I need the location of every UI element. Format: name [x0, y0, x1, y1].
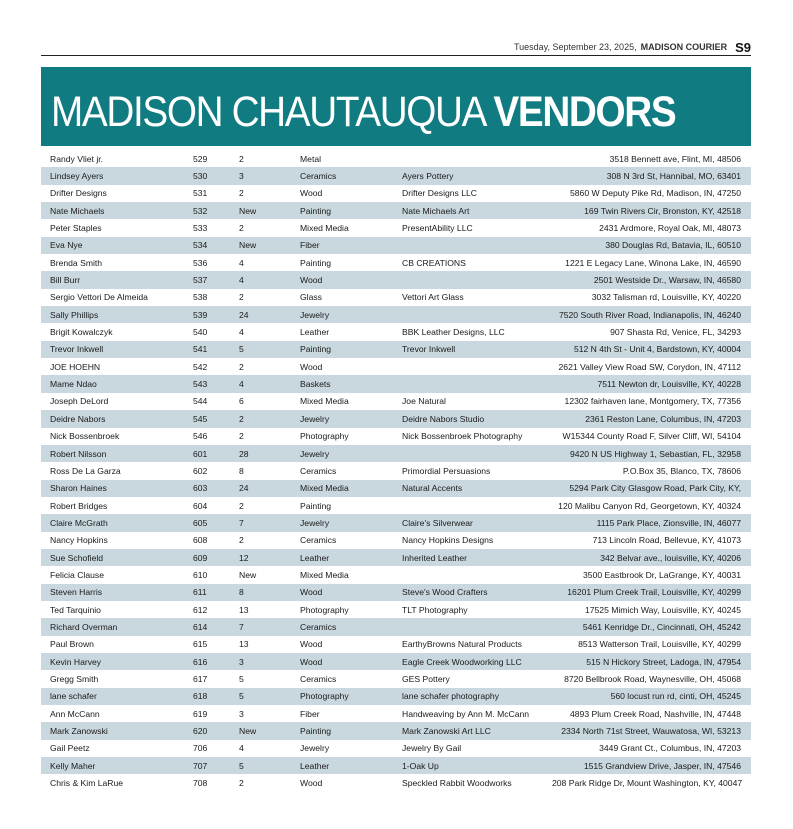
booth-number: 541: [193, 341, 239, 358]
booth-size: 24: [239, 480, 300, 497]
business-name: [402, 497, 552, 514]
vendor-name: Kevin Harvey: [41, 653, 193, 670]
booth-number: 531: [193, 185, 239, 202]
vendor-medium: Ceramics: [300, 670, 402, 687]
booth-size: 2: [239, 532, 300, 549]
booth-size: 13: [239, 636, 300, 653]
table-row: [41, 462, 751, 479]
booth-number: 538: [193, 289, 239, 306]
business-name: [402, 306, 552, 323]
vendor-address: 560 locust run rd, cinti, OH, 45245: [552, 688, 751, 705]
vendor-medium: Wood: [300, 185, 402, 202]
vendor-medium: Fiber: [300, 237, 402, 254]
page-header: [41, 39, 751, 56]
business-name: [402, 566, 552, 583]
vendor-medium: Mixed Media: [300, 566, 402, 583]
vendor-address: 1515 Grandview Drive, Jasper, IN, 47546: [552, 757, 751, 774]
booth-size: 2: [239, 410, 300, 427]
booth-size: 6: [239, 393, 300, 410]
booth-size: 4: [239, 375, 300, 392]
booth-size: 2: [239, 289, 300, 306]
booth-size: 28: [239, 445, 300, 462]
vendor-medium: Ceramics: [300, 167, 402, 184]
vendor-name: Steven Harris: [41, 584, 193, 601]
table-row: [41, 670, 751, 687]
booth-number: 536: [193, 254, 239, 271]
booth-size: New: [239, 202, 300, 219]
business-name: BBK Leather Designs, LLC: [402, 323, 552, 340]
table-row: [41, 393, 751, 410]
business-name: GES Pottery: [402, 670, 552, 687]
vendor-medium: Photography: [300, 688, 402, 705]
vendor-name: lane schafer: [41, 688, 193, 705]
booth-size: 8: [239, 584, 300, 601]
vendor-address: W15344 County Road F, Silver Cliff, WI, 54104: [552, 428, 751, 445]
business-name: [402, 618, 552, 635]
vendor-medium: Ceramics: [300, 532, 402, 549]
booth-number: 540: [193, 323, 239, 340]
booth-size: 13: [239, 601, 300, 618]
business-name: Deidre Nabors Studio: [402, 410, 552, 427]
business-name: Eagle Creek Woodworking LLC: [402, 653, 552, 670]
vendor-medium: Jewelry: [300, 445, 402, 462]
newspaper-name: MADISON COURIER: [640, 42, 728, 52]
table-row: [41, 254, 751, 271]
booth-number: 708: [193, 774, 239, 791]
booth-number: 543: [193, 375, 239, 392]
business-name: Natural Accents: [402, 480, 552, 497]
vendor-name: Sharon Haines: [41, 480, 193, 497]
vendor-address: 5860 W Deputy Pike Rd, Madison, IN, 47250: [552, 185, 751, 202]
business-name: [402, 237, 552, 254]
business-name: Primordial Persuasions: [402, 462, 552, 479]
table-row: [41, 584, 751, 601]
vendor-medium: Painting: [300, 254, 402, 271]
vendor-name: Robert Bridges: [41, 497, 193, 514]
booth-size: 5: [239, 341, 300, 358]
booth-number: 614: [193, 618, 239, 635]
business-name: Mark Zanowski Art LLC: [402, 722, 552, 739]
booth-size: 2: [239, 185, 300, 202]
business-name: Steve's Wood Crafters: [402, 584, 552, 601]
table-row: [41, 219, 751, 236]
vendor-name: Robert Nilsson: [41, 445, 193, 462]
vendor-address: 713 Lincoln Road, Bellevue, KY, 41073: [552, 532, 751, 549]
business-name: Inherited Leather: [402, 549, 552, 566]
booth-number: 546: [193, 428, 239, 445]
vendor-address: 5461 Kenridge Dr., Cincinnati, OH, 45242: [552, 618, 751, 635]
business-name: TLT Photography: [402, 601, 552, 618]
business-name: Nancy Hopkins Designs: [402, 532, 552, 549]
booth-size: 2: [239, 150, 300, 167]
booth-size: 2: [239, 358, 300, 375]
vendor-name: Gail Peetz: [41, 740, 193, 757]
booth-number: 603: [193, 480, 239, 497]
vendor-name: Sergio Vettori De Almeida: [41, 289, 193, 306]
vendor-medium: Wood: [300, 358, 402, 375]
vendor-medium: Painting: [300, 341, 402, 358]
vendor-address: 169 Twin Rivers Cir, Bronston, KY, 42518: [552, 202, 751, 219]
table-row: [41, 705, 751, 722]
table-row: [41, 185, 751, 202]
vendor-address: 907 Shasta Rd, Venice, FL, 34293: [552, 323, 751, 340]
vendor-table-body: [41, 150, 751, 792]
booth-size: 2: [239, 497, 300, 514]
vendor-address: 8513 Watterson Trail, Louisville, KY, 40299: [552, 636, 751, 653]
booth-number: 605: [193, 514, 239, 531]
vendor-medium: Wood: [300, 653, 402, 670]
booth-size: New: [239, 237, 300, 254]
vendor-address: 17525 Mimich Way, Louisville, KY, 40245: [552, 601, 751, 618]
table-row: [41, 497, 751, 514]
booth-number: 539: [193, 306, 239, 323]
table-row: [41, 358, 751, 375]
vendor-medium: Glass: [300, 289, 402, 306]
vendor-address: 308 N 3rd St, Hannibal, MO, 63401: [552, 167, 751, 184]
booth-size: New: [239, 722, 300, 739]
business-name: Drifter Designs LLC: [402, 185, 552, 202]
page-title: [51, 88, 675, 137]
vendor-address: 515 N Hickory Street, Ladoga, IN, 47954: [552, 653, 751, 670]
vendor-name: Claire McGrath: [41, 514, 193, 531]
booth-number: 534: [193, 237, 239, 254]
vendor-address: 2334 North 71st Street, Wauwatosa, WI, 53213: [552, 722, 751, 739]
table-row: [41, 375, 751, 392]
vendor-name: Ross De La Garza: [41, 462, 193, 479]
business-name: [402, 271, 552, 288]
booth-number: 530: [193, 167, 239, 184]
booth-number: 608: [193, 532, 239, 549]
table-row: [41, 653, 751, 670]
vendor-name: Peter Staples: [41, 219, 193, 236]
booth-number: 617: [193, 670, 239, 687]
table-row: [41, 341, 751, 358]
booth-number: 602: [193, 462, 239, 479]
business-name: 1-Oak Up: [402, 757, 552, 774]
table-row: [41, 757, 751, 774]
booth-size: 3: [239, 705, 300, 722]
table-row: [41, 532, 751, 549]
vendor-name: Gregg Smith: [41, 670, 193, 687]
business-name: lane schafer photography: [402, 688, 552, 705]
business-name: Nick Bossenbroek Photography: [402, 428, 552, 445]
business-name: Speckled Rabbit Woodworks: [402, 774, 552, 791]
table-row: [41, 514, 751, 531]
vendor-medium: Leather: [300, 323, 402, 340]
business-name: PresentAbility LLC: [402, 219, 552, 236]
vendor-address: 380 Douglas Rd, Batavia, IL, 60510: [552, 237, 751, 254]
table-row: [41, 410, 751, 427]
table-row: [41, 202, 751, 219]
business-name: Handweaving by Ann M. McCann: [402, 705, 552, 722]
booth-number: 609: [193, 549, 239, 566]
title-bold: VENDORS: [493, 88, 676, 136]
vendor-medium: Leather: [300, 757, 402, 774]
booth-number: 619: [193, 705, 239, 722]
business-name: [402, 375, 552, 392]
vendor-name: Paul Brown: [41, 636, 193, 653]
vendor-medium: Painting: [300, 497, 402, 514]
business-name: Ayers Pottery: [402, 167, 552, 184]
vendor-name: Richard Overman: [41, 618, 193, 635]
booth-number: 707: [193, 757, 239, 774]
vendor-medium: Painting: [300, 202, 402, 219]
vendor-medium: Mixed Media: [300, 393, 402, 410]
vendor-medium: Mixed Media: [300, 480, 402, 497]
table-row: [41, 150, 751, 167]
booth-size: 3: [239, 653, 300, 670]
vendor-name: Kelly Maher: [41, 757, 193, 774]
vendor-medium: Wood: [300, 774, 402, 791]
page-number: S9: [735, 39, 751, 55]
vendor-name: Mame Ndao: [41, 375, 193, 392]
vendor-medium: Jewelry: [300, 514, 402, 531]
booth-number: 533: [193, 219, 239, 236]
table-row: [41, 445, 751, 462]
vendor-name: Sally Phillips: [41, 306, 193, 323]
vendor-name: Brenda Smith: [41, 254, 193, 271]
booth-size: 3: [239, 167, 300, 184]
table-row: [41, 289, 751, 306]
vendor-medium: Fiber: [300, 705, 402, 722]
vendor-name: Brigit Kowalczyk: [41, 323, 193, 340]
vendor-medium: Jewelry: [300, 740, 402, 757]
vendor-address: 7511 Newton dr, Louisville, KY, 40228: [552, 375, 751, 392]
booth-number: 620: [193, 722, 239, 739]
booth-number: 601: [193, 445, 239, 462]
vendor-name: Drifter Designs: [41, 185, 193, 202]
vendor-medium: Photography: [300, 428, 402, 445]
issue-date: Tuesday, September 23, 2025,: [514, 42, 637, 52]
vendor-medium: Baskets: [300, 375, 402, 392]
table-row: [41, 271, 751, 288]
booth-number: 610: [193, 566, 239, 583]
vendor-address: 16201 Plum Creek Trail, Louisville, KY, 40299: [552, 584, 751, 601]
table-row: [41, 428, 751, 445]
vendor-name: Trevor Inkwell: [41, 341, 193, 358]
booth-number: 706: [193, 740, 239, 757]
booth-size: 4: [239, 323, 300, 340]
vendor-medium: Wood: [300, 584, 402, 601]
vendor-address: 2501 Westside Dr., Warsaw, IN, 46580: [552, 271, 751, 288]
table-row: [41, 618, 751, 635]
vendor-medium: Wood: [300, 271, 402, 288]
booth-number: 616: [193, 653, 239, 670]
vendor-address: 7520 South River Road, Indianapolis, IN, 46240: [552, 306, 751, 323]
table-row: [41, 774, 751, 791]
booth-size: 4: [239, 740, 300, 757]
vendor-address: 342 Belvar ave., louisville, KY, 40206: [552, 549, 751, 566]
booth-number: 545: [193, 410, 239, 427]
vendor-medium: Mixed Media: [300, 219, 402, 236]
table-row: [41, 740, 751, 757]
booth-size: 2: [239, 774, 300, 791]
booth-number: 615: [193, 636, 239, 653]
business-name: Claire's Silverwear: [402, 514, 552, 531]
booth-number: 612: [193, 601, 239, 618]
vendor-table-wrap: [41, 150, 751, 792]
vendor-name: Lindsey Ayers: [41, 167, 193, 184]
vendor-name: Eva Nye: [41, 237, 193, 254]
vendor-address: 120 Malibu Canyon Rd, Georgetown, KY, 40324: [552, 497, 751, 514]
business-name: Nate Michaels Art: [402, 202, 552, 219]
business-name: Joe Natural: [402, 393, 552, 410]
vendor-name: Sue Schofield: [41, 549, 193, 566]
table-row: [41, 549, 751, 566]
vendor-medium: Leather: [300, 549, 402, 566]
vendor-address: 8720 Bellbrook Road, Waynesville, OH, 45068: [552, 670, 751, 687]
vendor-address: 2431 Ardmore, Royal Oak, MI, 48073: [552, 219, 751, 236]
vendor-medium: Photography: [300, 601, 402, 618]
vendor-medium: Jewelry: [300, 410, 402, 427]
business-name: Trevor Inkwell: [402, 341, 552, 358]
booth-size: 7: [239, 618, 300, 635]
business-name: [402, 150, 552, 167]
vendor-name: Bill Burr: [41, 271, 193, 288]
vendor-address: 12302 fairhaven lane, Montgomery, TX, 77356: [552, 393, 751, 410]
vendor-medium: Jewelry: [300, 306, 402, 323]
vendor-address: 1115 Park Place, Zionsville, IN, 46077: [552, 514, 751, 531]
vendor-name: Deidre Nabors: [41, 410, 193, 427]
booth-number: 537: [193, 271, 239, 288]
vendor-address: 208 Park Ridge Dr, Mount Washington, KY, 40047: [552, 774, 751, 791]
table-row: [41, 722, 751, 739]
vendor-name: Randy Vliet jr.: [41, 150, 193, 167]
vendor-name: Ted Tarquinio: [41, 601, 193, 618]
table-row: [41, 323, 751, 340]
vendor-address: 9420 N US Highway 1, Sebastian, FL, 32958: [552, 445, 751, 462]
table-row: [41, 237, 751, 254]
vendor-name: Joseph DeLord: [41, 393, 193, 410]
business-name: [402, 358, 552, 375]
vendor-address: 3032 Talisman rd, Louisville, KY, 40220: [552, 289, 751, 306]
booth-size: 24: [239, 306, 300, 323]
vendor-medium: Metal: [300, 150, 402, 167]
booth-size: 4: [239, 254, 300, 271]
business-name: [402, 445, 552, 462]
table-row: [41, 306, 751, 323]
vendor-address: 4893 Plum Creek Road, Nashville, IN, 47448: [552, 705, 751, 722]
table-row: [41, 480, 751, 497]
vendor-address: 2621 Valley View Road SW, Corydon, IN, 47112: [552, 358, 751, 375]
vendor-address: 3518 Bennett ave, Flint, MI, 48506: [552, 150, 751, 167]
vendor-medium: Painting: [300, 722, 402, 739]
business-name: CB CREATIONS: [402, 254, 552, 271]
title-light: MADISON CHAUTAUQUA: [51, 88, 484, 136]
table-row: [41, 688, 751, 705]
vendor-medium: Ceramics: [300, 462, 402, 479]
vendor-address: 3449 Grant Ct., Columbus, IN, 47203: [552, 740, 751, 757]
booth-size: 8: [239, 462, 300, 479]
booth-number: 532: [193, 202, 239, 219]
booth-number: 542: [193, 358, 239, 375]
vendor-address: P.O.Box 35, Blanco, TX, 78606: [552, 462, 751, 479]
vendor-name: JOE HOEHN: [41, 358, 193, 375]
booth-size: 5: [239, 757, 300, 774]
vendor-table: [41, 150, 751, 792]
booth-size: 2: [239, 219, 300, 236]
vendor-address: 2361 Reston Lane, Columbus, IN, 47203: [552, 410, 751, 427]
business-name: Jewelry By Gail: [402, 740, 552, 757]
vendor-name: Ann McCann: [41, 705, 193, 722]
booth-size: 12: [239, 549, 300, 566]
vendor-name: Mark Zanowski: [41, 722, 193, 739]
vendor-name: Nate Michaels: [41, 202, 193, 219]
booth-size: 5: [239, 670, 300, 687]
vendor-address: 1221 E Legacy Lane, Winona Lake, IN, 46590: [552, 254, 751, 271]
vendor-address: 512 N 4th St - Unit 4, Bardstown, KY, 40004: [552, 341, 751, 358]
booth-size: 4: [239, 271, 300, 288]
table-row: [41, 167, 751, 184]
table-row: [41, 636, 751, 653]
booth-size: 2: [239, 428, 300, 445]
vendor-medium: Ceramics: [300, 618, 402, 635]
booth-number: 529: [193, 150, 239, 167]
table-row: [41, 566, 751, 583]
booth-size: 7: [239, 514, 300, 531]
business-name: EarthyBrowns Natural Products: [402, 636, 552, 653]
vendor-address: 3500 Eastbrook Dr, LaGrange, KY, 40031: [552, 566, 751, 583]
vendor-name: Felicia Clause: [41, 566, 193, 583]
business-name: Vettori Art Glass: [402, 289, 552, 306]
vendor-name: Nick Bossenbroek: [41, 428, 193, 445]
table-row: [41, 601, 751, 618]
booth-size: 5: [239, 688, 300, 705]
vendor-medium: Wood: [300, 636, 402, 653]
booth-number: 604: [193, 497, 239, 514]
vendor-name: Nancy Hopkins: [41, 532, 193, 549]
vendor-name: Chris & Kim LaRue: [41, 774, 193, 791]
booth-size: New: [239, 566, 300, 583]
title-banner: [41, 67, 751, 146]
booth-number: 544: [193, 393, 239, 410]
booth-number: 618: [193, 688, 239, 705]
vendor-address: 5294 Park City Glasgow Road, Park City, KY,: [552, 480, 751, 497]
booth-number: 611: [193, 584, 239, 601]
